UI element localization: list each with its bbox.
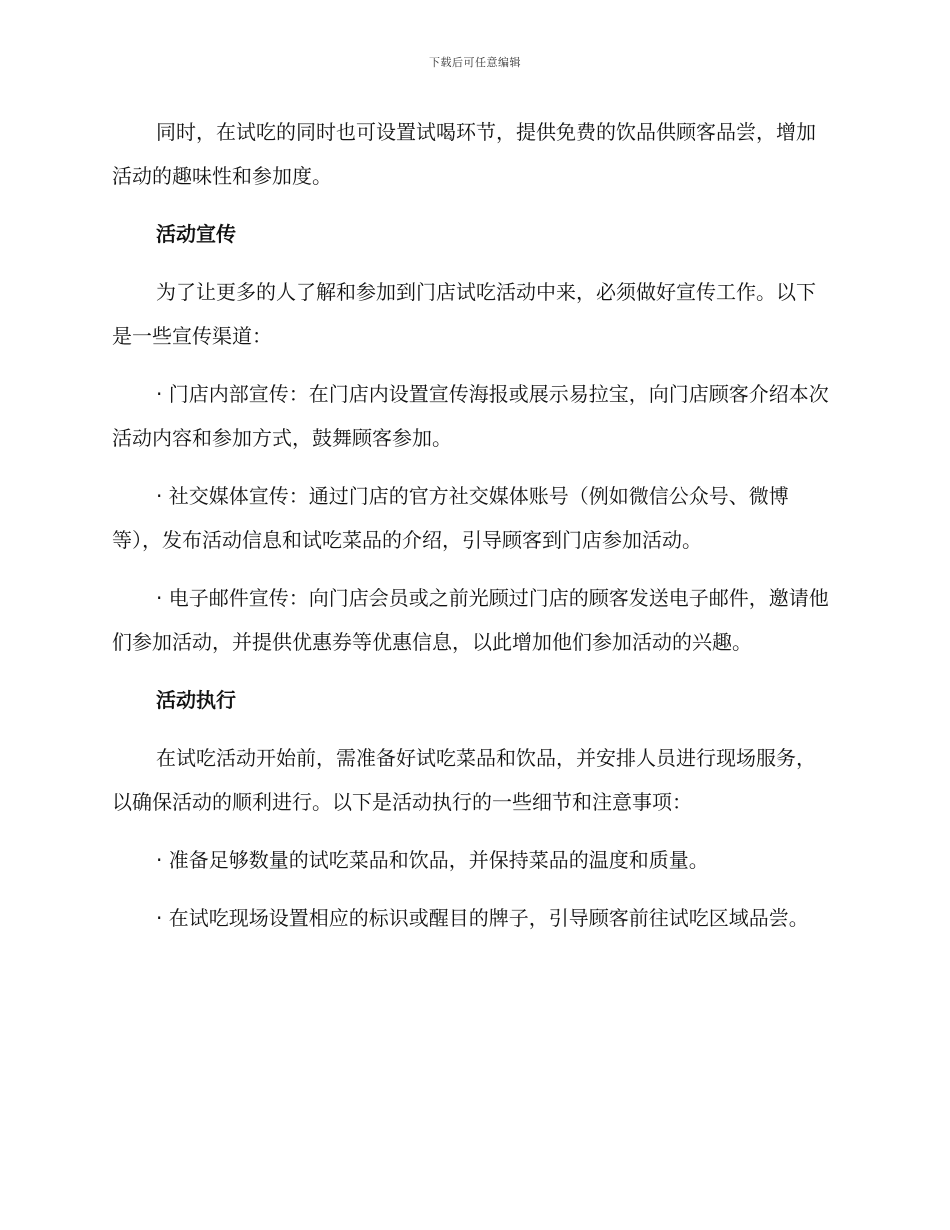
document-body <box>112 110 832 954</box>
list-item-email-promotion: · 电子邮件宣传：向门店会员或之前光顾过门店的顾客发送电子邮件，邀请他们参加活动，并提供优惠券等优惠信息，以此增加他们参加活动的兴趣。 <box>112 586 829 654</box>
list-item-prepare-food: · 准备足够数量的试吃菜品和饮品，并保持菜品的温度和质量。 <box>156 848 709 872</box>
section-heading-promotion: 活动宣传 <box>156 222 236 246</box>
paragraph-promotion-intro: 为了让更多的人了解和参加到门店试吃活动中来，必须做好宣传工作。以下是一些宣传渠道： <box>112 280 816 348</box>
paragraph-tasting-drinks: 同时，在试吃的同时也可设置试喝环节，提供免费的饮品供顾客品尝，增加活动的趣味性和参加度。 <box>112 120 816 188</box>
list-item-signage: · 在试吃现场设置相应的标识或醒目的牌子，引导顾客前往试吃区域品尝。 <box>156 906 809 930</box>
section-heading-execution: 活动执行 <box>156 688 236 712</box>
header-note: 下载后可任意编辑 <box>429 56 521 69</box>
list-item-in-store-promotion: · 门店内部宣传：在门店内设置宣传海报或展示易拉宝，向门店顾客介绍本次活动内容和参加方式，鼓舞顾客参加。 <box>112 382 829 450</box>
list-item-social-media-promotion: · 社交媒体宣传：通过门店的官方社交媒体账号（例如微信公众号、微博等），发布活动信息和试吃菜品的介绍，引导顾客到门店参加活动。 <box>112 484 789 552</box>
paragraph-execution-intro: 在试吃活动开始前，需准备好试吃菜品和饮品，并安排人员进行现场服务，以确保活动的顺利进行。以下是活动执行的一些细节和注意事项： <box>112 746 816 814</box>
